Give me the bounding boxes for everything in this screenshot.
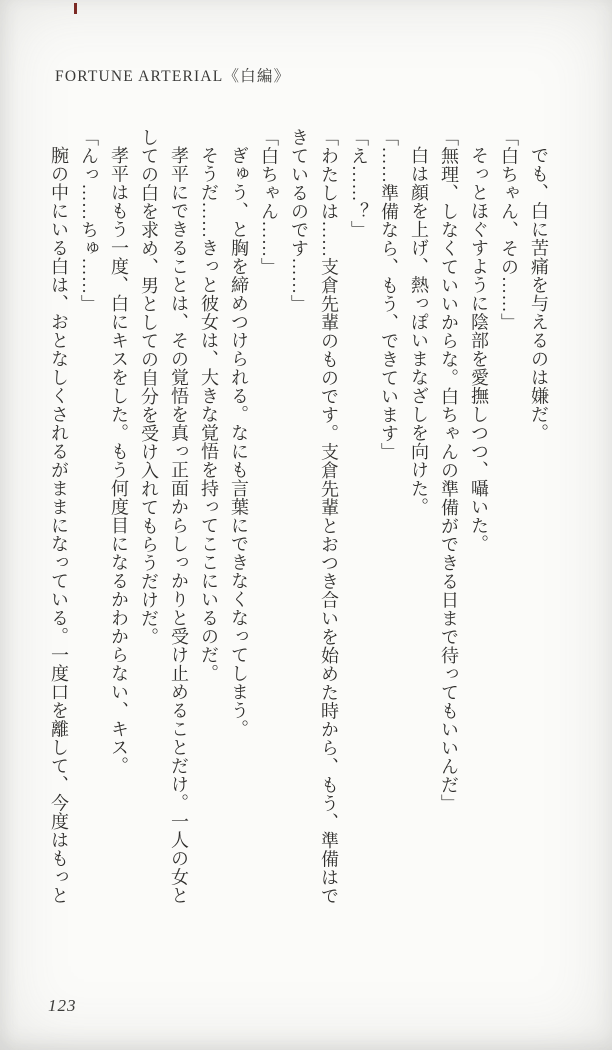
text-line: 「白ちゃん……」 [259, 128, 279, 276]
text-line: 「無理、しなくていいからな。白ちゃんの準備ができる日まで待ってもいいんだ」 [439, 128, 459, 813]
text-line: ぎゅう、と胸を締めつけられる。なにも言葉にできなくなってしまう。 [229, 146, 249, 738]
text-line: きているのです……」 [289, 128, 309, 313]
text-line: そうだ……きっと彼女は、大きな覚悟を持ってここにいるのだ。 [199, 146, 219, 683]
registration-mark [74, 3, 77, 14]
text-line: 白は顔を上げ、熱っぽいまなざしを向けた。 [409, 146, 429, 516]
page-number: 123 [48, 996, 77, 1015]
text-line: 「んっ……ちゅ……」 [79, 128, 99, 313]
text-line: 孝平はもう一度、白にキスをした。もう何度目になるかわからない、キス。 [109, 146, 129, 775]
text-line: しての白を求め、男としての自分を受け入れてもらうだけだ。 [139, 128, 159, 646]
text-area [44, 128, 554, 934]
text-line: 「白ちゃん、その……」 [499, 128, 519, 332]
text-line: そっとほぐすように陰部を愛撫しつつ、囁いた。 [469, 146, 489, 553]
text-line: 「わたしは……支倉先輩のものです。支倉先輩とおつき合いを始めた時から、もう、準備はで [319, 128, 339, 905]
text-line: でも、白に苦痛を与えるのは嫌だ。 [529, 146, 549, 442]
text-line: 「え……？」 [349, 128, 369, 239]
text-line: 孝平にできることは、その覚悟を真っ正面からしっかりと受け止めることだけ。一人の女と [169, 146, 189, 905]
running-head: FORTUNE ARTERIAL《白編》 [55, 68, 291, 85]
text-line: 「……準備なら、もう、できています」 [379, 128, 399, 461]
text-line: 腕の中にいる白は、おとなしくされるがままになっている。一度口を離して、今度はもっと [49, 146, 69, 905]
